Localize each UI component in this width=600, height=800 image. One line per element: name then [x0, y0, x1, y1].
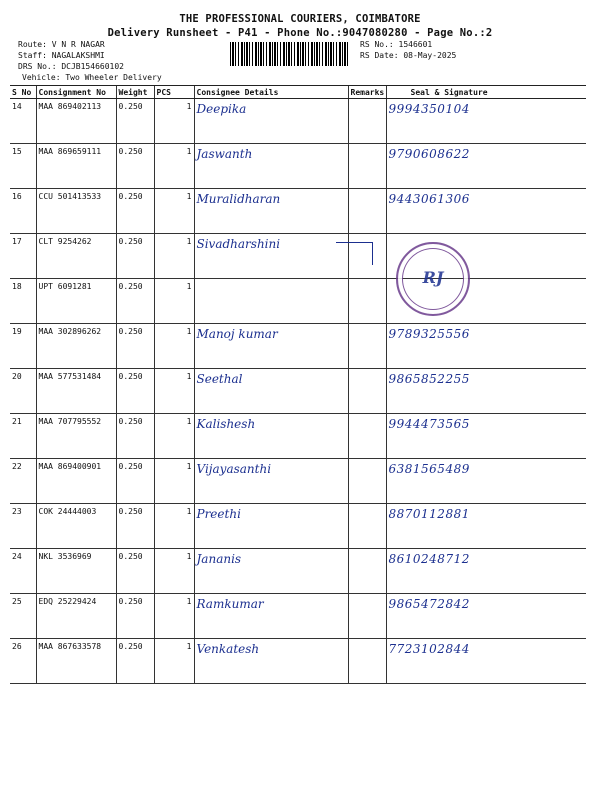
drs-number: DRS No.: DCJB154660102 [18, 62, 124, 71]
cell-sno: 20 [10, 369, 36, 414]
cell-weight: 0.250 [116, 549, 154, 594]
cell-pcs: 1 [154, 504, 194, 549]
col-sno: S No [10, 86, 36, 99]
cell-pcs: 1 [154, 234, 194, 279]
table-row [10, 279, 586, 324]
table-row [10, 189, 586, 234]
cell-consignee: Muralidharan [194, 189, 348, 234]
rs-date: RS Date: 08-May-2025 [360, 51, 457, 60]
col-consignee: Consignee Details [194, 86, 348, 99]
col-seal-signature: Seal & Signature [386, 86, 586, 99]
cell-pcs: 1 [154, 639, 194, 684]
rs-number: RS No.: 1546601 [360, 40, 433, 49]
table-row [10, 504, 586, 549]
col-pcs: PCS [154, 86, 194, 99]
cell-consignee: Manoj kumar [194, 324, 348, 369]
cell-pcs: 1 [154, 594, 194, 639]
cell-sno: 23 [10, 504, 36, 549]
cell-signature: 9865472842 [386, 594, 586, 639]
cell-consignee: Kalishesh [194, 414, 348, 459]
cell-sno: 25 [10, 594, 36, 639]
cell-consignee: Venkatesh [194, 639, 348, 684]
barcode [230, 42, 348, 66]
cell-remarks [348, 504, 386, 549]
cell-pcs: 1 [154, 459, 194, 504]
cell-signature: 9790608622 [386, 144, 586, 189]
cell-signature: 9944473565 [386, 414, 586, 459]
cell-consignment: UPT 6091281 [36, 279, 116, 324]
cell-weight: 0.250 [116, 234, 154, 279]
cell-pcs: 1 [154, 549, 194, 594]
cell-consignment: MAA 869659111 [36, 144, 116, 189]
cell-weight: 0.250 [116, 144, 154, 189]
cell-pcs: 1 [154, 99, 194, 144]
cell-weight: 0.250 [116, 504, 154, 549]
cell-consignment: MAA 869402113 [36, 99, 116, 144]
cell-pcs: 1 [154, 414, 194, 459]
cell-consignment: MAA 302896262 [36, 324, 116, 369]
cell-sno: 19 [10, 324, 36, 369]
cell-consignment: CLT 9254262 [36, 234, 116, 279]
route-label: Route: V N R NAGAR [18, 40, 105, 49]
col-weight: Weight [116, 86, 154, 99]
cell-sno: 24 [10, 549, 36, 594]
table-row [10, 549, 586, 594]
cell-consignee [194, 279, 348, 324]
cell-signature: 8870112881 [386, 504, 586, 549]
table-row [10, 144, 586, 189]
table-row [10, 594, 586, 639]
runsheet-table [10, 85, 586, 684]
cell-consignee: Preethi [194, 504, 348, 549]
table-row [10, 639, 586, 684]
cell-pcs: 1 [154, 279, 194, 324]
col-remarks: Remarks [348, 86, 386, 99]
cell-consignee: Sivadharshini [194, 234, 348, 279]
cell-remarks [348, 99, 386, 144]
cell-consignee: Deepika [194, 99, 348, 144]
cell-remarks [348, 369, 386, 414]
cell-remarks [348, 414, 386, 459]
cell-remarks [348, 594, 386, 639]
cell-signature: 9994350104 [386, 99, 586, 144]
cell-weight: 0.250 [116, 639, 154, 684]
cell-sno: 15 [10, 144, 36, 189]
vehicle-label: Vehicle: Two Wheeler Delivery [22, 73, 162, 82]
cell-remarks [348, 549, 386, 594]
stamp-initials: RJ [422, 268, 444, 287]
cell-weight: 0.250 [116, 189, 154, 234]
cell-sno: 26 [10, 639, 36, 684]
company-seal-stamp [396, 242, 470, 316]
cell-pcs: 1 [154, 369, 194, 414]
cell-pcs: 1 [154, 144, 194, 189]
cell-signature: 9865852255 [386, 369, 586, 414]
cell-weight: 0.250 [116, 369, 154, 414]
cell-sno: 16 [10, 189, 36, 234]
cell-consignee: Ramkumar [194, 594, 348, 639]
cell-consignee: Seethal [194, 369, 348, 414]
cell-weight: 0.250 [116, 99, 154, 144]
cell-consignment: MAA 867633578 [36, 639, 116, 684]
cell-weight: 0.250 [116, 459, 154, 504]
cell-sno: 17 [10, 234, 36, 279]
cell-signature: 7723102844 [386, 639, 586, 684]
cell-weight: 0.250 [116, 594, 154, 639]
cell-sno: 22 [10, 459, 36, 504]
cell-consignee: Jaswanth [194, 144, 348, 189]
sheet-title: THE PROFESSIONAL COURIERS, COIMBATORE [179, 13, 421, 25]
table-row [10, 234, 586, 279]
table-row [10, 99, 586, 144]
cell-consignment: MAA 869400901 [36, 459, 116, 504]
table-header-row [10, 86, 586, 99]
cell-signature: 6381565489 [386, 459, 586, 504]
cell-sno: 18 [10, 279, 36, 324]
col-consignment: Consignment No [36, 86, 116, 99]
cell-consignee: Vijayasanthi [194, 459, 348, 504]
cell-pcs: 1 [154, 189, 194, 234]
cell-remarks [348, 639, 386, 684]
table-row [10, 369, 586, 414]
handwritten-bracket [336, 242, 373, 265]
table-row [10, 324, 586, 369]
cell-consignment: MAA 707795552 [36, 414, 116, 459]
cell-remarks [348, 324, 386, 369]
cell-pcs: 1 [154, 324, 194, 369]
cell-weight: 0.250 [116, 279, 154, 324]
cell-consignment: CCU 501413533 [36, 189, 116, 234]
cell-weight: 0.250 [116, 414, 154, 459]
cell-consignment: EDQ 25229424 [36, 594, 116, 639]
sheet-subtitle: Delivery Runsheet - P41 - Phone No.:9047080280 - Page No.:2 [107, 27, 493, 39]
cell-remarks [348, 459, 386, 504]
cell-signature: 9443061306 [386, 189, 586, 234]
cell-consignee: Jananis [194, 549, 348, 594]
cell-consignment: MAA 577531484 [36, 369, 116, 414]
cell-sno: 21 [10, 414, 36, 459]
table-row [10, 459, 586, 504]
staff-label: Staff: NAGALAKSHMI [18, 51, 105, 60]
table-row [10, 414, 586, 459]
cell-consignment: NKL 3536969 [36, 549, 116, 594]
cell-consignment: COK 24444003 [36, 504, 116, 549]
cell-remarks [348, 279, 386, 324]
cell-remarks [348, 144, 386, 189]
cell-signature: 9789325556 [386, 324, 586, 369]
cell-sno: 14 [10, 99, 36, 144]
cell-remarks [348, 189, 386, 234]
cell-signature: 8610248712 [386, 549, 586, 594]
cell-weight: 0.250 [116, 324, 154, 369]
